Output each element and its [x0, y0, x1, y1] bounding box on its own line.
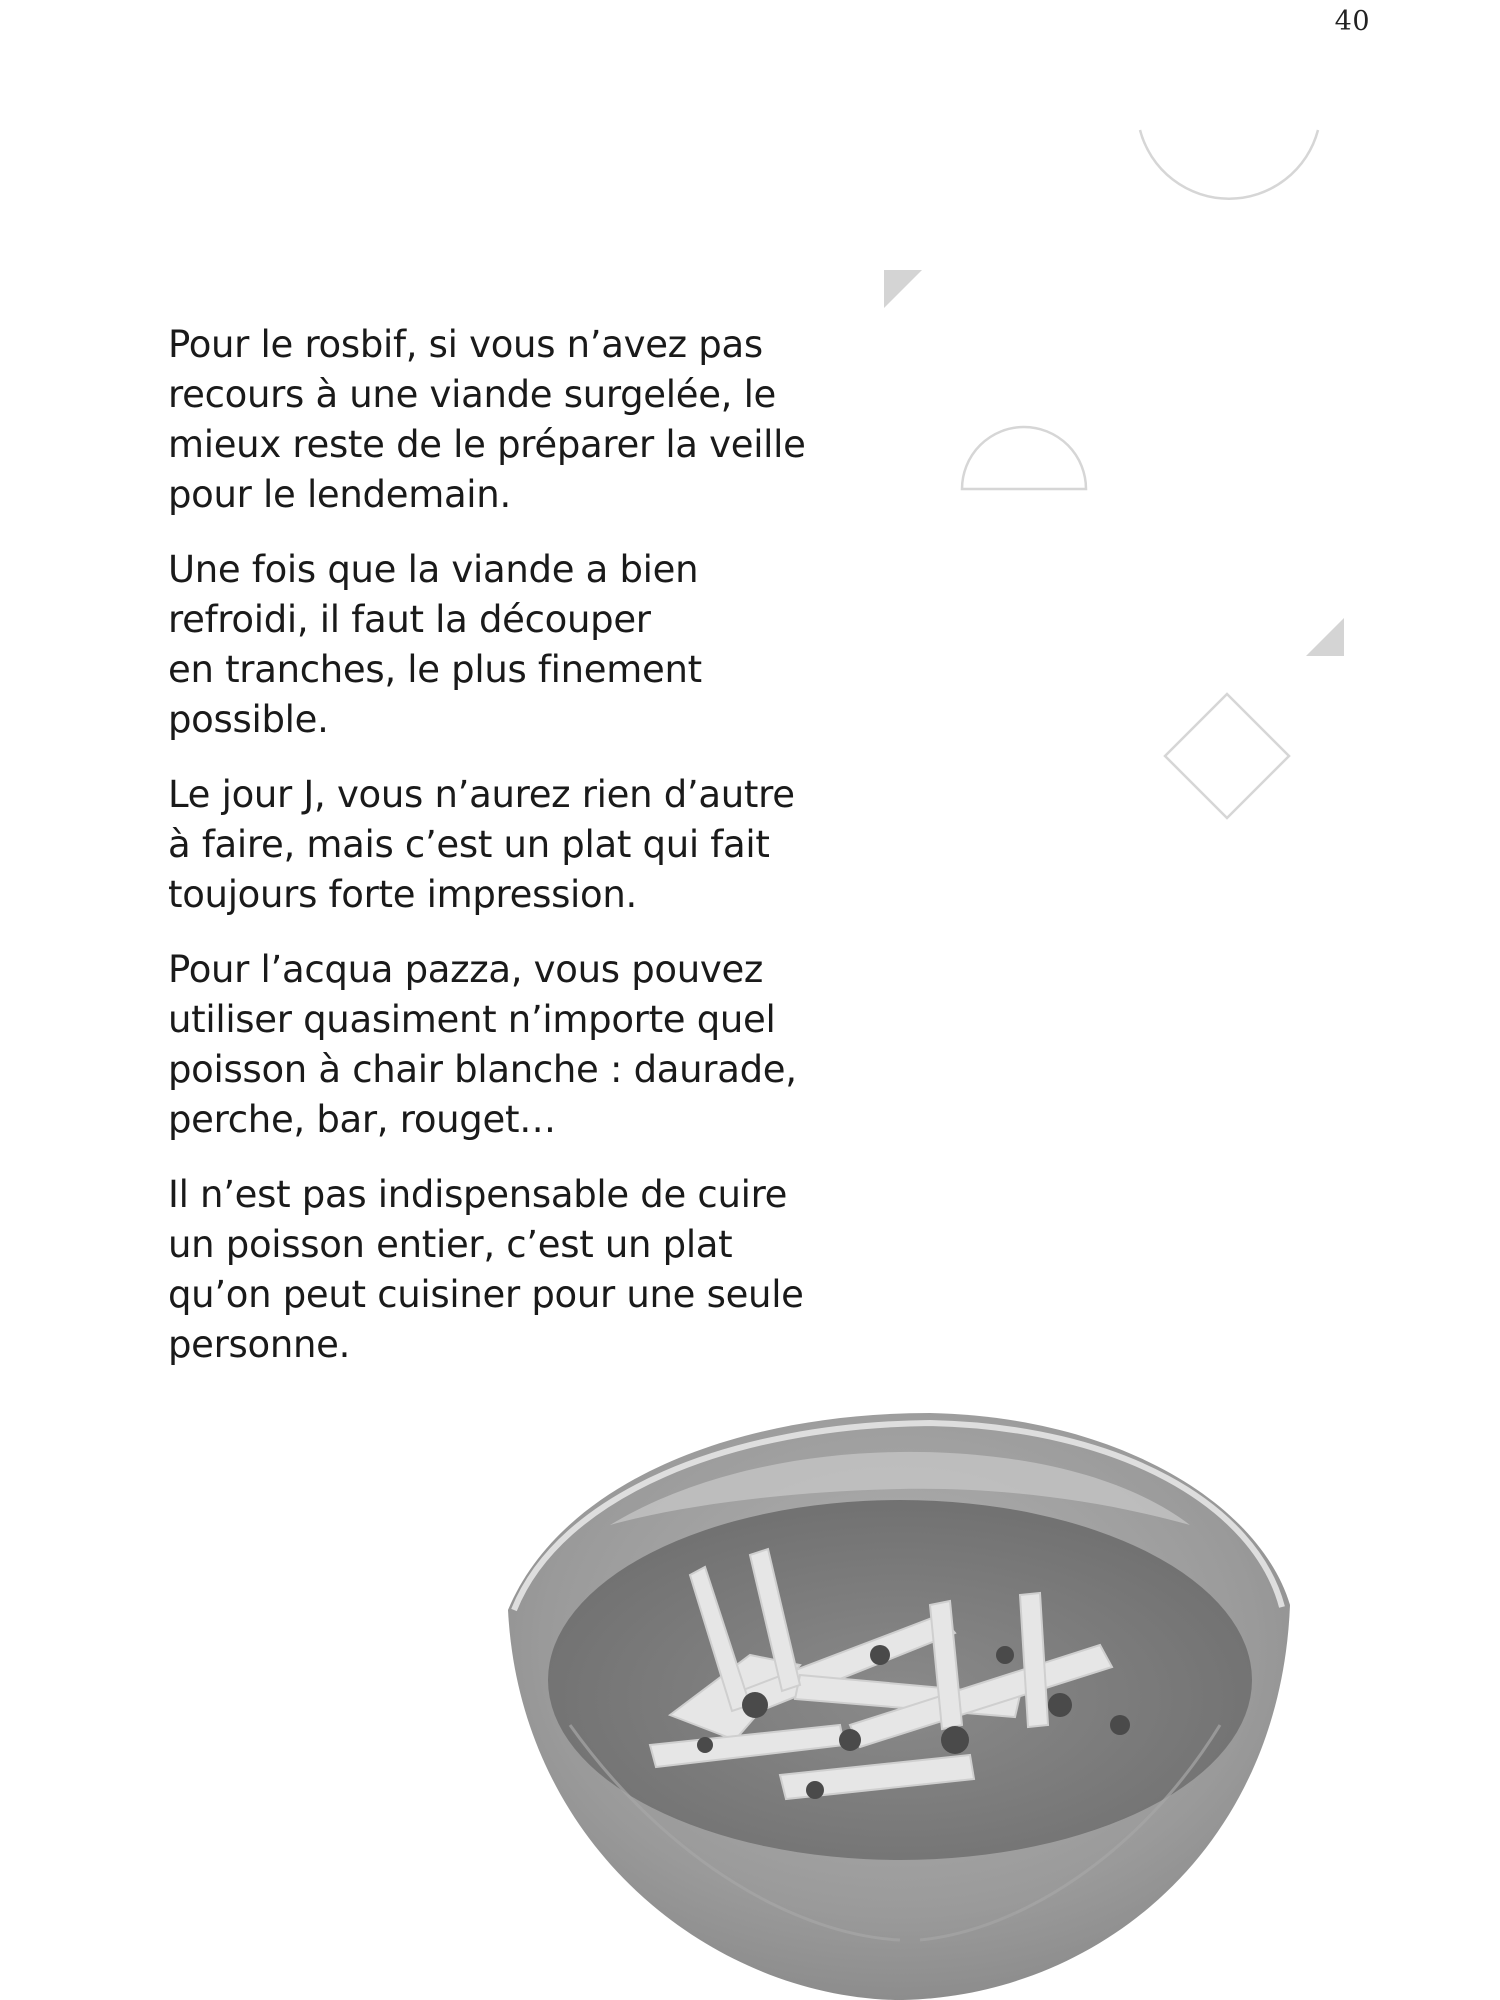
body-text: [168, 320, 888, 1395]
triangle-shape: [1306, 618, 1344, 656]
arc-outline-shape: [1140, 130, 1318, 199]
bowl-broth: [548, 1500, 1252, 1860]
diamond-outline-shape: [1165, 694, 1289, 818]
page-number: 40: [1334, 6, 1370, 37]
paragraph-rosbif: Pour le rosbif, si vous n’avez pas recours à une viande surgelée, le mieux reste de le préparer la veille pour le lendemain.: [168, 323, 806, 516]
paragraph-slicing: Une fois que la viande a bien refroidi, il faut la découper en tranches, le plus finement possible.: [168, 548, 702, 741]
triangle-shape: [884, 270, 922, 308]
paragraph-acqua-pazza: Pour l’acqua pazza, vous pouvez utiliser quasiment n’importe quel poisson à chair blanche : daurade, perche, bar, rouget…: [168, 948, 797, 1141]
paragraph-single-serving: Il n’est pas indispensable de cuire un poisson entier, c’est un plat qu’on peut cuisiner pour une seule personne.: [168, 1173, 804, 1366]
paragraph-day-j: Le jour J, vous n’aurez rien d’autre à faire, mais c’est un plat qui fait toujours forte impression.: [168, 773, 795, 916]
half-circle-outline-shape: [962, 427, 1086, 489]
bowl-photo: [500, 1395, 1300, 2000]
